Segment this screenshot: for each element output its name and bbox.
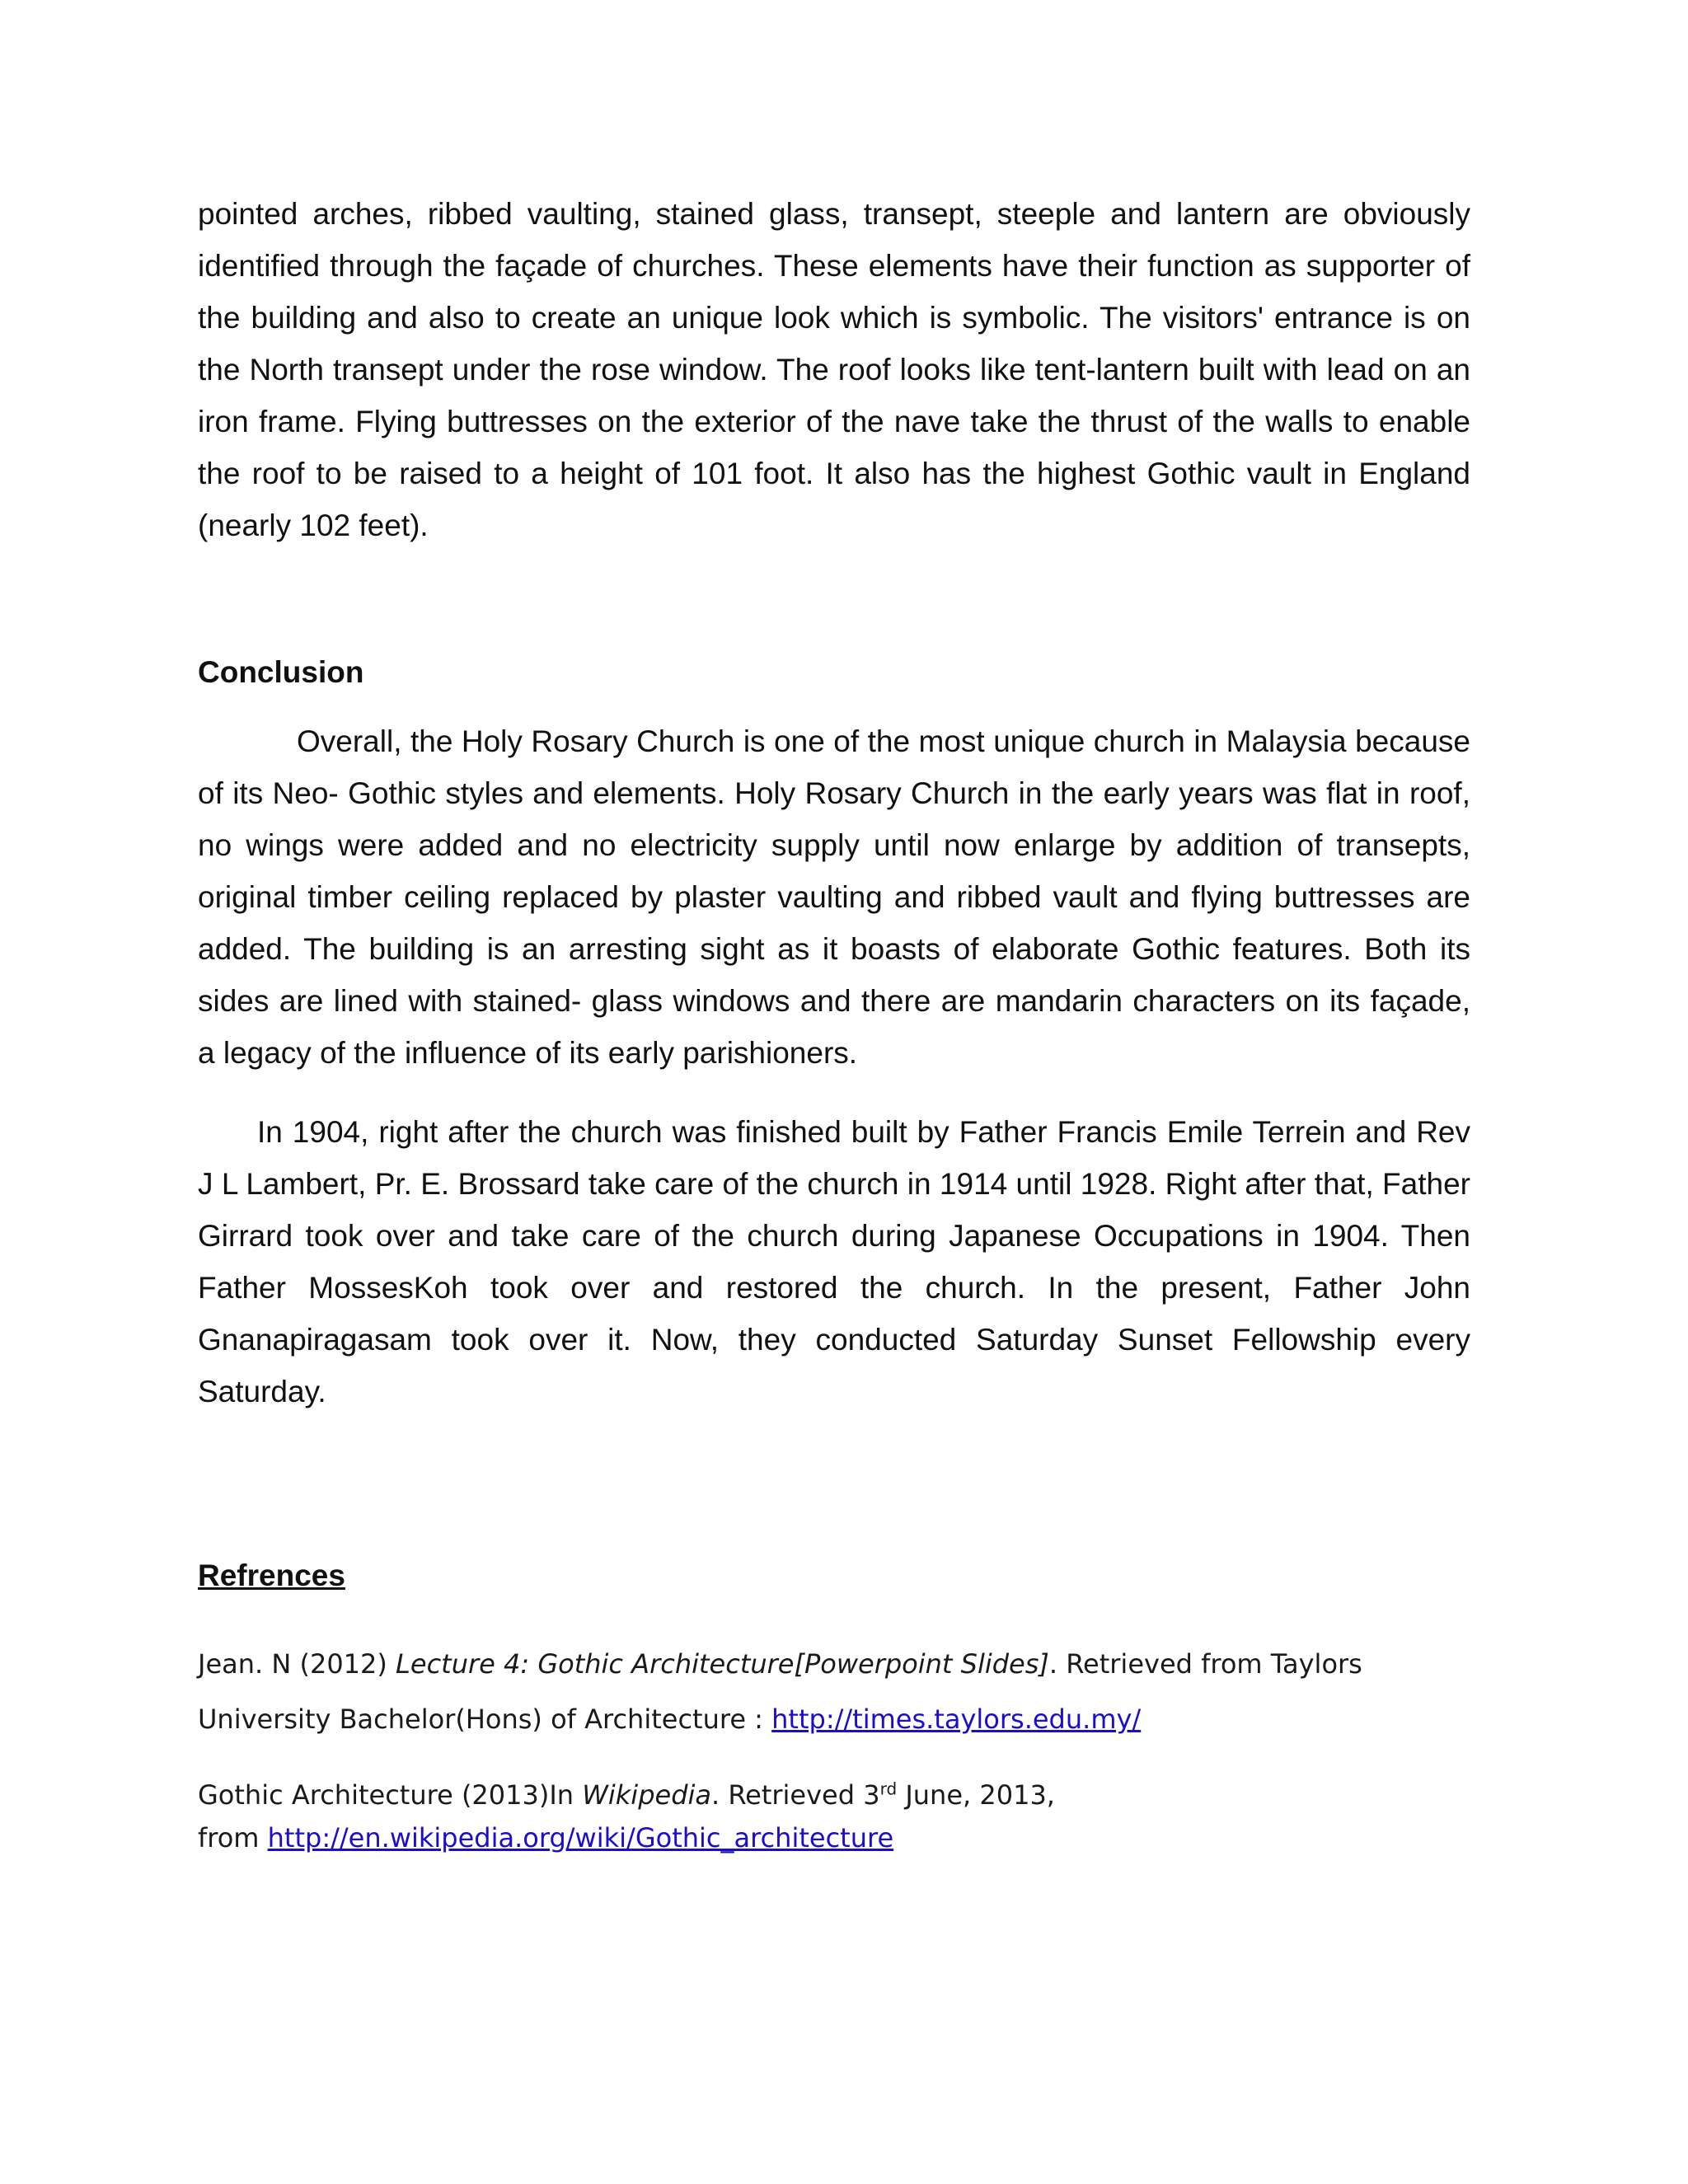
reference-2-retrieved: . Retrieved 3 bbox=[711, 1779, 880, 1811]
reference-entry-1 bbox=[198, 1637, 1484, 1747]
conclusion-paragraph-2: In 1904, right after the church was finished built by Father Francis Emile Terrein and Rev J L Lambert, Pr. E. Brossard take care of the church in 1914 until 1928. Right after that, Father Girrard took over and take care of the church during Japanese Occupations in 1904. Then Father MossesKoh took over and restored the church. In the present, Father John Gnanapiragasam took over it. Now, they conducted Saturday Sunset Fellowship every Saturday. bbox=[198, 1115, 1470, 1408]
reference-entry-2 bbox=[198, 1774, 1484, 1859]
reference-2-ordinal: rd bbox=[879, 1779, 898, 1799]
conclusion-heading: Conclusion bbox=[198, 655, 364, 689]
reference-1-author: Jean. N (2012) bbox=[198, 1648, 396, 1680]
reference-2-from: from bbox=[198, 1822, 268, 1854]
reference-2-link[interactable]: http://en.wikipedia.org/wiki/Gothic_architecture bbox=[267, 1822, 894, 1854]
reference-1-title: Lecture 4: Gothic Architecture[Powerpoint Slides] bbox=[396, 1648, 1049, 1680]
references-heading: Refrences bbox=[198, 1558, 345, 1592]
reference-1-retrieved: . Retrieved from Taylors University Bachelor(Hons) of Architecture : bbox=[198, 1648, 1362, 1735]
reference-1-link[interactable]: http://times.taylors.edu.my/ bbox=[771, 1704, 1142, 1735]
reference-2-title: Gothic Architecture (2013)In bbox=[198, 1779, 583, 1811]
reference-2-date: June, 2013, bbox=[897, 1779, 1055, 1811]
reference-2-source: Wikipedia bbox=[582, 1779, 711, 1811]
intro-paragraph: pointed arches, ribbed vaulting, stained glass, transept, steeple and lantern are obviously identified through the façade of churches. These elements have their function as supporter of the building and also to create an unique look which is symbolic. The visitors' entrance is on the North transept under the rose window. The roof looks like tent-lantern built with lead on an iron frame. Flying buttresses on the exterior of the nave take the thrust of the walls to enable the roof to be raised to a height of 101 foot. It also has the highest Gothic vault in England (nearly 102 feet). bbox=[198, 197, 1470, 542]
conclusion-paragraph-1: Overall, the Holy Rosary Church is one of the most unique church in Malaysia because of its Neo- Gothic styles and elements. Holy Rosary Church in the early years was flat in roof, no wings were added and no electricity supply until now enlarge by addition of transepts, original timber ceiling replaced by plaster vaulting and ribbed vault and flying buttresses are added. The building is an arresting sight as it boasts of elaborate Gothic features. Both its sides are lined with stained- glass windows and there are mandarin characters on its façade, a legacy of the influence of its early parishioners. bbox=[198, 724, 1470, 1070]
